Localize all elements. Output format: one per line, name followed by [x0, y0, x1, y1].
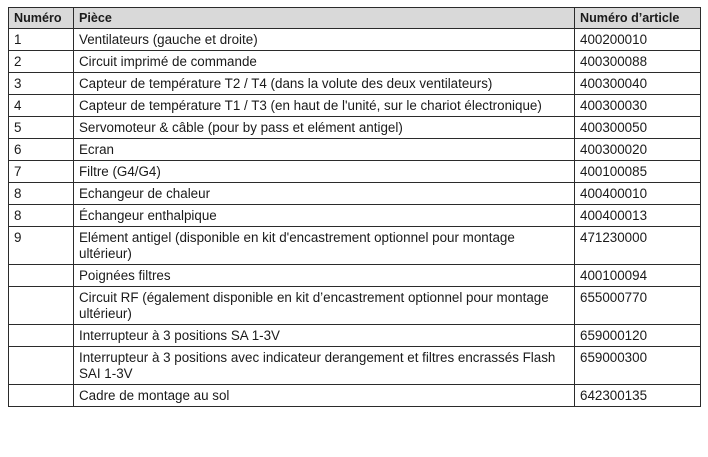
table-row — [9, 227, 701, 265]
cell-numero — [9, 287, 74, 325]
table-row — [9, 161, 701, 183]
cell-numero: 8 — [9, 205, 74, 227]
cell-article: 400300020 — [575, 139, 701, 161]
cell-numero: 1 — [9, 29, 74, 51]
cell-piece: Ventilateurs (gauche et droite) — [74, 29, 575, 51]
cell-numero: 4 — [9, 95, 74, 117]
table-header-row — [9, 8, 701, 29]
table-row — [9, 287, 701, 325]
cell-piece: Cadre de montage au sol — [74, 385, 575, 407]
cell-numero: 7 — [9, 161, 74, 183]
cell-piece: Filtre (G4/G4) — [74, 161, 575, 183]
cell-piece: Ecran — [74, 139, 575, 161]
cell-article: 400300040 — [575, 73, 701, 95]
table-row — [9, 325, 701, 347]
table-row — [9, 51, 701, 73]
table-row — [9, 347, 701, 385]
cell-piece: Capteur de température T2 / T4 (dans la volute des deux ventilateurs) — [74, 73, 575, 95]
table-row — [9, 385, 701, 407]
cell-numero: 6 — [9, 139, 74, 161]
cell-article: 642300135 — [575, 385, 701, 407]
cell-article: 400100094 — [575, 265, 701, 287]
table-body — [9, 29, 701, 407]
table-row — [9, 95, 701, 117]
table-row — [9, 73, 701, 95]
table-row — [9, 139, 701, 161]
cell-piece: Poignées filtres — [74, 265, 575, 287]
table-row — [9, 183, 701, 205]
cell-numero: 5 — [9, 117, 74, 139]
cell-numero — [9, 385, 74, 407]
cell-article: 659000120 — [575, 325, 701, 347]
cell-article: 400300050 — [575, 117, 701, 139]
header-numero: Numéro — [9, 8, 74, 29]
cell-piece: Interrupteur à 3 positions avec indicateur derangement et filtres encrassés Flash SAI 1-3V — [74, 347, 575, 385]
table-row — [9, 29, 701, 51]
cell-article: 400200010 — [575, 29, 701, 51]
header-article: Numéro d’article — [575, 8, 701, 29]
table-row — [9, 205, 701, 227]
cell-numero — [9, 325, 74, 347]
cell-article: 400300088 — [575, 51, 701, 73]
cell-piece: Capteur de température T1 / T3 (en haut de l'unité, sur le chariot électronique) — [74, 95, 575, 117]
parts-table — [8, 7, 701, 407]
cell-piece: Échangeur enthalpique — [74, 205, 575, 227]
cell-article: 400300030 — [575, 95, 701, 117]
cell-article: 471230000 — [575, 227, 701, 265]
table-row — [9, 265, 701, 287]
cell-numero: 8 — [9, 183, 74, 205]
cell-piece: Servomoteur & câble (pour by pass et elément antigel) — [74, 117, 575, 139]
cell-numero: 2 — [9, 51, 74, 73]
cell-article: 659000300 — [575, 347, 701, 385]
cell-piece: Circuit imprimé de commande — [74, 51, 575, 73]
cell-article: 400400013 — [575, 205, 701, 227]
cell-article: 400400010 — [575, 183, 701, 205]
cell-numero: 3 — [9, 73, 74, 95]
cell-numero — [9, 265, 74, 287]
table-row — [9, 117, 701, 139]
cell-article: 400100085 — [575, 161, 701, 183]
cell-piece: Circuit RF (également disponible en kit d’encastrement optionnel pour montage ultérieur) — [74, 287, 575, 325]
cell-numero: 9 — [9, 227, 74, 265]
cell-numero — [9, 347, 74, 385]
cell-article: 655000770 — [575, 287, 701, 325]
cell-piece: Elément antigel (disponible en kit d'encastrement optionnel pour montage ultérieur) — [74, 227, 575, 265]
cell-piece: Echangeur de chaleur — [74, 183, 575, 205]
header-piece: Pièce — [74, 8, 575, 29]
cell-piece: Interrupteur à 3 positions SA 1-3V — [74, 325, 575, 347]
